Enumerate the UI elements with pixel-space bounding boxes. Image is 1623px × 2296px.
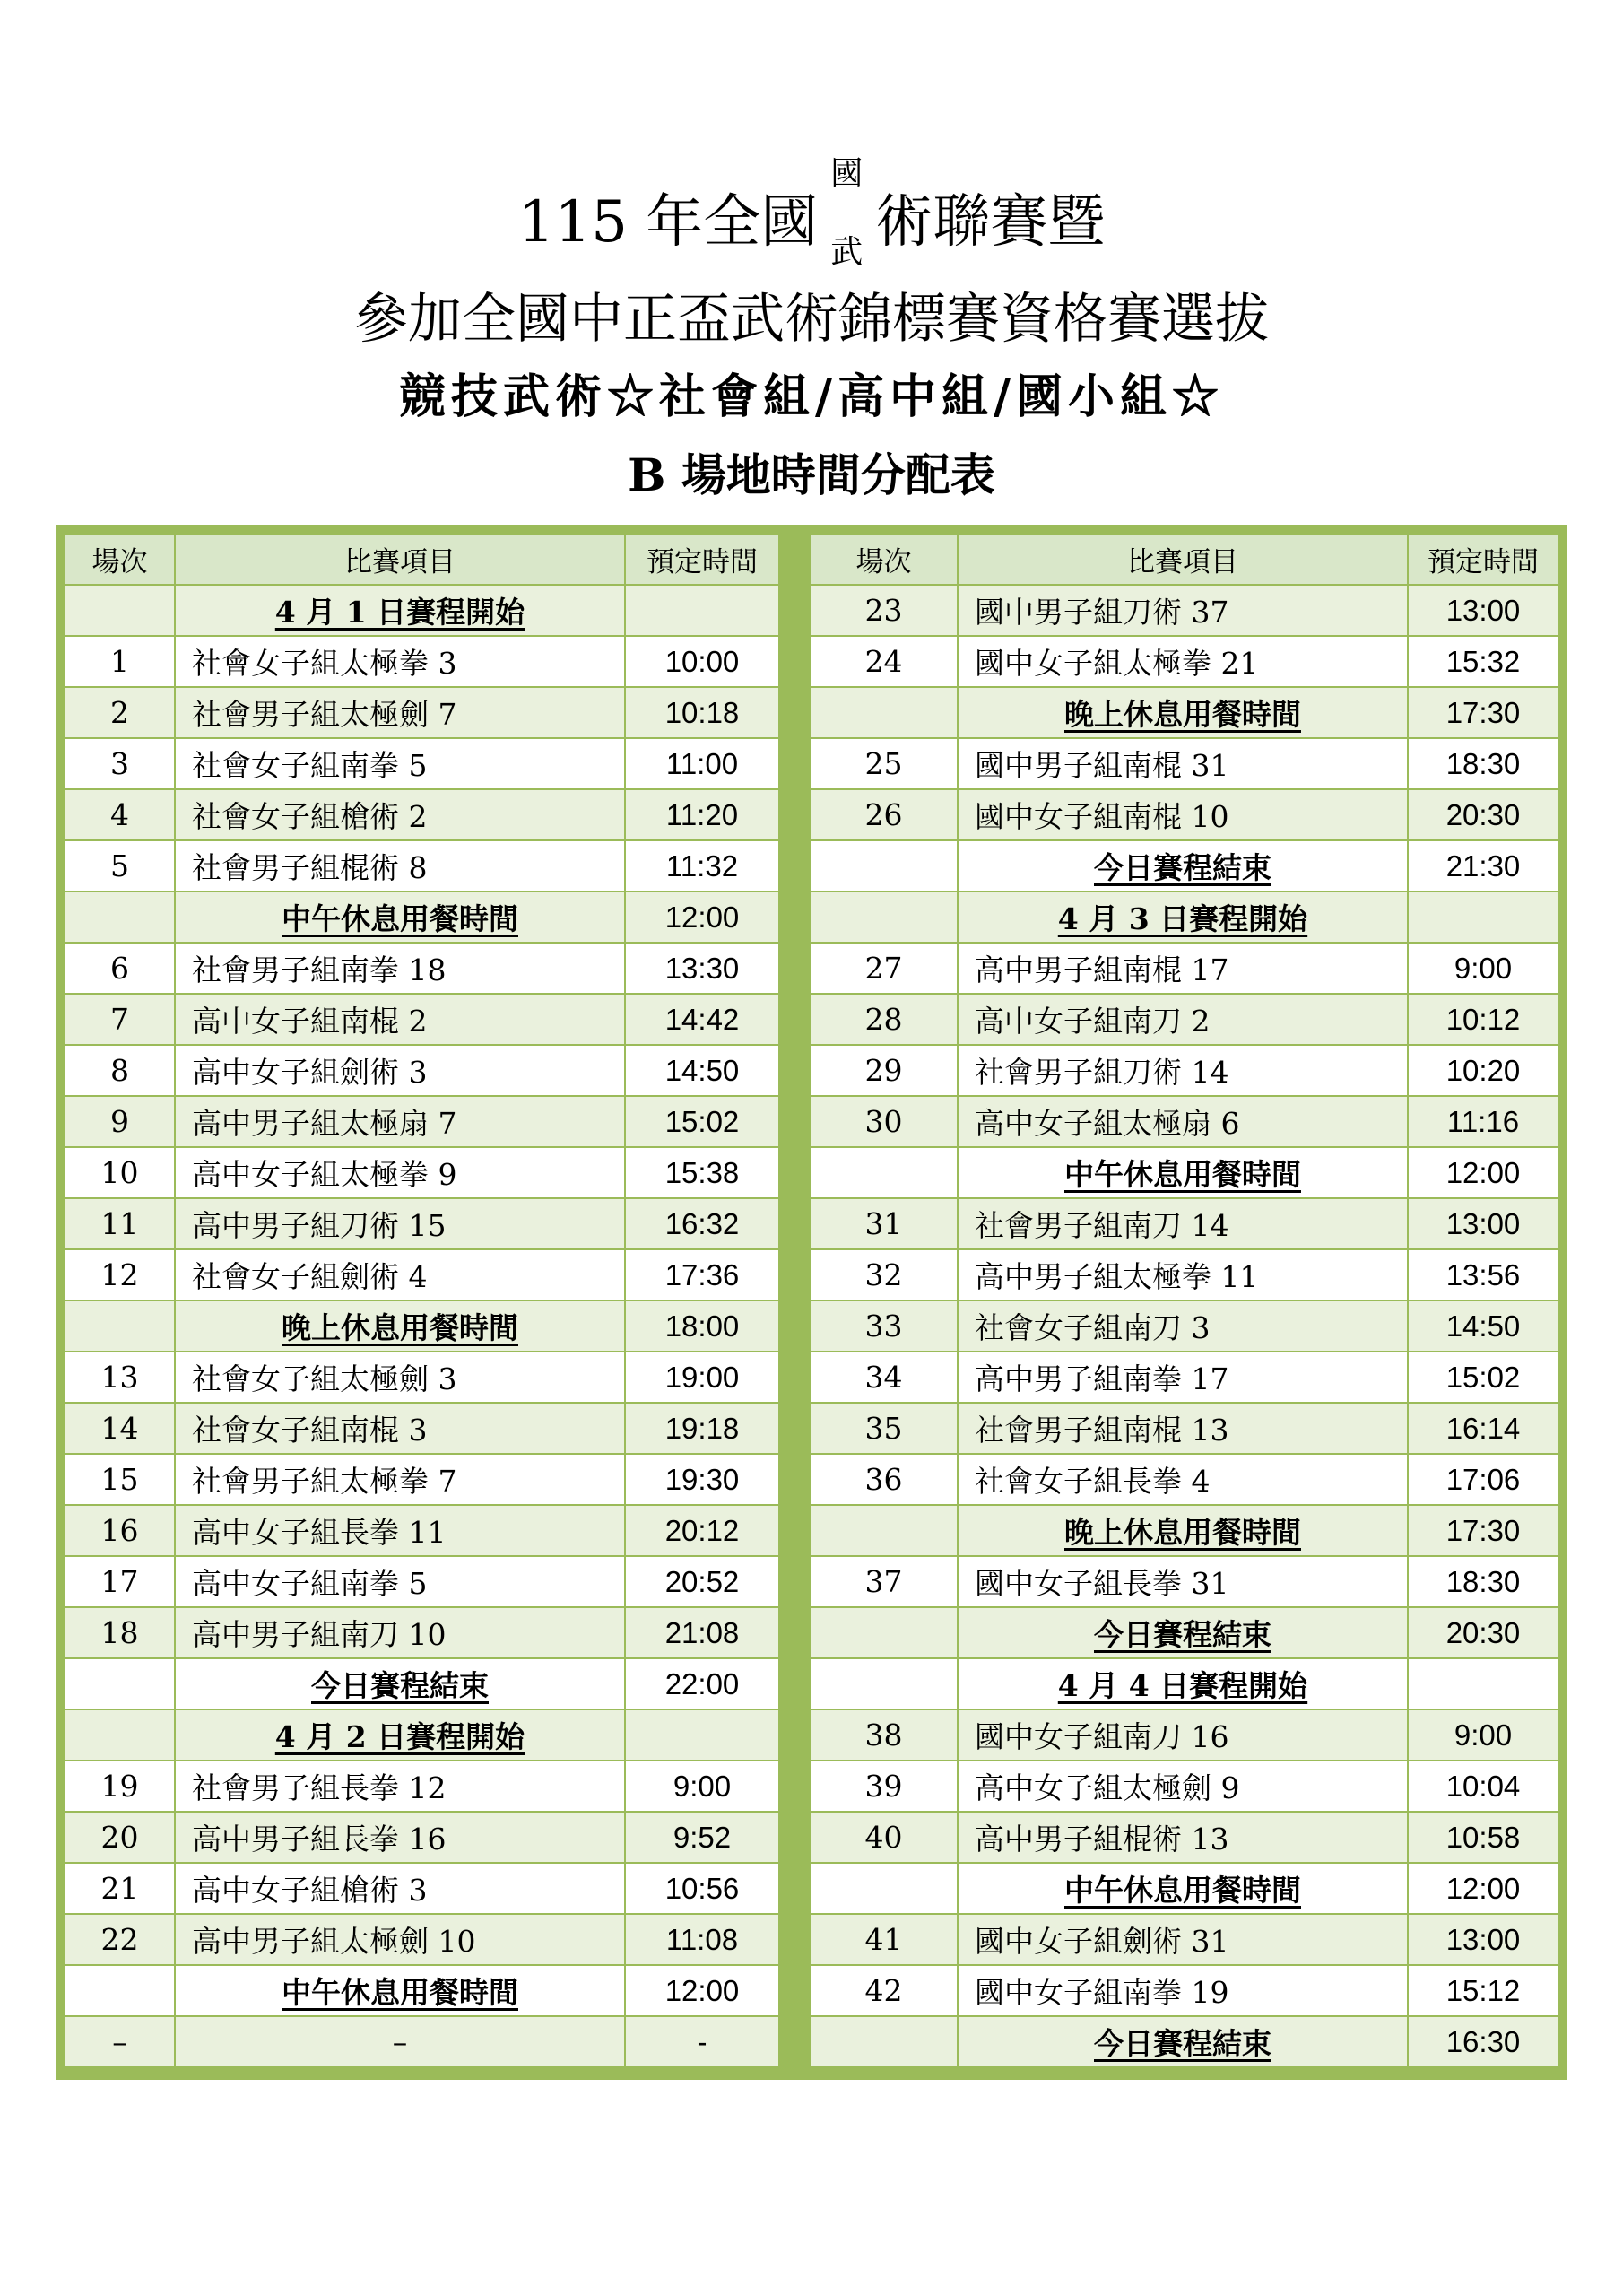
row-no xyxy=(65,891,175,943)
table-row xyxy=(65,1045,779,1096)
table-row xyxy=(810,1403,1558,1454)
row-time: 15:12 xyxy=(1408,1965,1558,2016)
table-row xyxy=(65,636,779,687)
row-time: 12:00 xyxy=(625,1965,779,2016)
row-no: 37 xyxy=(810,1556,958,1607)
row-marker: 晚上休息用餐時間 xyxy=(958,687,1408,738)
row-no: 5 xyxy=(65,840,175,891)
row-event: 社會男子組南刀 14 xyxy=(958,1198,1408,1249)
row-event: 高中女子組劍術 3 xyxy=(175,1045,625,1096)
row-event: 社會女子組槍術 2 xyxy=(175,789,625,840)
row-no: 21 xyxy=(65,1863,175,1914)
table-row xyxy=(65,1352,779,1403)
table-row xyxy=(65,1198,779,1249)
row-time: 18:00 xyxy=(625,1300,779,1352)
table-row xyxy=(65,687,779,738)
right-header-row xyxy=(810,534,1558,585)
row-marker: 中午休息用餐時間 xyxy=(175,1965,625,2016)
title-stacked-char xyxy=(818,155,875,271)
row-event: 國中男子組南棍 31 xyxy=(958,738,1408,789)
row-no xyxy=(810,1863,958,1914)
row-no: 7 xyxy=(65,994,175,1045)
row-no: 10 xyxy=(65,1147,175,1198)
row-marker: 今日賽程結束 xyxy=(958,2016,1408,2067)
row-time: 16:14 xyxy=(1408,1403,1558,1454)
row-no: 33 xyxy=(810,1300,958,1352)
table-row xyxy=(65,2016,779,2067)
row-no: 3 xyxy=(65,738,175,789)
row-event: 國中女子組南棍 10 xyxy=(958,789,1408,840)
row-no: 20 xyxy=(65,1812,175,1863)
row-event: 國中男子組刀術 37 xyxy=(958,585,1408,636)
row-event: 高中男子組太極劍 10 xyxy=(175,1914,625,1965)
row-time: 18:30 xyxy=(1408,1556,1558,1607)
schedule-marker-row xyxy=(810,687,1558,738)
row-no: 25 xyxy=(810,738,958,789)
title-line-1 xyxy=(0,155,1623,271)
row-time: 19:00 xyxy=(625,1352,779,1403)
row-time: 13:56 xyxy=(1408,1249,1558,1300)
row-no: 9 xyxy=(65,1096,175,1147)
row-event: 高中男子組太極扇 7 xyxy=(175,1096,625,1147)
row-time xyxy=(1408,1658,1558,1709)
row-marker: 中午休息用餐時間 xyxy=(958,1863,1408,1914)
table-row xyxy=(810,1709,1558,1761)
row-event: 高中女子組槍術 3 xyxy=(175,1863,625,1914)
row-no xyxy=(65,1658,175,1709)
row-time: 10:20 xyxy=(1408,1045,1558,1096)
row-time xyxy=(1408,891,1558,943)
row-event: 國中女子組南拳 19 xyxy=(958,1965,1408,2016)
row-time: 19:30 xyxy=(625,1454,779,1505)
schedule-table-left xyxy=(64,533,780,2068)
header-event: 比賽項目 xyxy=(175,534,625,585)
row-marker: 今日賽程結束 xyxy=(958,840,1408,891)
schedule-marker-row xyxy=(810,1658,1558,1709)
row-time: 9:00 xyxy=(625,1761,779,1812)
row-event: 國中女子組太極拳 21 xyxy=(958,636,1408,687)
row-no: 35 xyxy=(810,1403,958,1454)
header-event: 比賽項目 xyxy=(958,534,1408,585)
row-event: 社會女子組劍術 4 xyxy=(175,1249,625,1300)
row-event: 社會女子組太極拳 3 xyxy=(175,636,625,687)
row-time: 11:32 xyxy=(625,840,779,891)
row-marker: 中午休息用餐時間 xyxy=(958,1147,1408,1198)
row-no: 41 xyxy=(810,1914,958,1965)
schedule-marker-row xyxy=(65,891,779,943)
header-no: 場次 xyxy=(65,534,175,585)
row-no xyxy=(810,1147,958,1198)
title-stack-top: 國 xyxy=(830,155,864,192)
row-time: - xyxy=(625,2016,779,2067)
schedule-marker-row xyxy=(810,1147,1558,1198)
row-no: 26 xyxy=(810,789,958,840)
row-event: 社會女子組太極劍 3 xyxy=(175,1352,625,1403)
table-row xyxy=(65,1607,779,1658)
schedule-frame xyxy=(56,525,1567,2080)
title-suffix: 術聯賽暨 xyxy=(875,189,1106,256)
row-time: 20:30 xyxy=(1408,789,1558,840)
row-event: 社會男子組南拳 18 xyxy=(175,943,625,994)
row-time: 14:50 xyxy=(625,1045,779,1096)
schedule-marker-row xyxy=(810,1505,1558,1556)
row-event: 社會男子組棍術 8 xyxy=(175,840,625,891)
row-time: 13:00 xyxy=(1408,1914,1558,1965)
row-no: 16 xyxy=(65,1505,175,1556)
schedule-table-right xyxy=(809,533,1559,2068)
row-no: 34 xyxy=(810,1352,958,1403)
table-row xyxy=(65,1863,779,1914)
header-no: 場次 xyxy=(810,534,958,585)
row-no: 14 xyxy=(65,1403,175,1454)
title-stack-bottom: 武 xyxy=(830,234,864,271)
table-row xyxy=(65,789,779,840)
schedule-marker-row xyxy=(810,2016,1558,2067)
schedule-marker-row xyxy=(810,1863,1558,1914)
row-event: 高中女子組南刀 2 xyxy=(958,994,1408,1045)
row-no: 23 xyxy=(810,585,958,636)
row-no: 22 xyxy=(65,1914,175,1965)
row-time: 15:02 xyxy=(1408,1352,1558,1403)
table-row xyxy=(810,1761,1558,1812)
row-event: 國中女子組劍術 31 xyxy=(958,1914,1408,1965)
table-row xyxy=(810,738,1558,789)
table-row xyxy=(65,738,779,789)
row-time: 11:00 xyxy=(625,738,779,789)
left-header-row xyxy=(65,534,779,585)
row-time: 15:02 xyxy=(625,1096,779,1147)
table-row xyxy=(810,1965,1558,2016)
row-no: 8 xyxy=(65,1045,175,1096)
table-row xyxy=(810,1096,1558,1147)
row-no xyxy=(810,1505,958,1556)
table-row xyxy=(65,994,779,1045)
row-time: 17:30 xyxy=(1408,1505,1558,1556)
row-time: 21:30 xyxy=(1408,840,1558,891)
row-no xyxy=(65,585,175,636)
table-row xyxy=(65,1505,779,1556)
row-time xyxy=(625,585,779,636)
table-row xyxy=(65,1147,779,1198)
row-time: 20:12 xyxy=(625,1505,779,1556)
row-no: 17 xyxy=(65,1556,175,1607)
row-marker: 4 月 1 日賽程開始 xyxy=(175,585,625,636)
row-time: 17:30 xyxy=(1408,687,1558,738)
table-row xyxy=(810,1556,1558,1607)
row-no: 2 xyxy=(65,687,175,738)
row-marker: 晚上休息用餐時間 xyxy=(958,1505,1408,1556)
row-time: 10:04 xyxy=(1408,1761,1558,1812)
row-time: 11:08 xyxy=(625,1914,779,1965)
row-no: 13 xyxy=(65,1352,175,1403)
row-no xyxy=(810,687,958,738)
row-time: 17:06 xyxy=(1408,1454,1558,1505)
row-no: 30 xyxy=(810,1096,958,1147)
row-no xyxy=(810,891,958,943)
row-time: 12:00 xyxy=(1408,1863,1558,1914)
schedule-marker-row xyxy=(65,1965,779,2016)
row-no: 42 xyxy=(810,1965,958,2016)
row-time: 9:00 xyxy=(1408,943,1558,994)
row-no: 18 xyxy=(65,1607,175,1658)
table-row xyxy=(65,1249,779,1300)
schedule-marker-row xyxy=(810,840,1558,891)
row-time: 16:30 xyxy=(1408,2016,1558,2067)
row-no: 11 xyxy=(65,1198,175,1249)
table-row xyxy=(65,1096,779,1147)
table-row xyxy=(65,1914,779,1965)
row-time: 22:00 xyxy=(625,1658,779,1709)
row-event: 高中男子組刀術 15 xyxy=(175,1198,625,1249)
title-line-2: 參加全國中正盃武術錦標賽資格賽選拔 xyxy=(354,288,1269,351)
row-no xyxy=(65,1300,175,1352)
row-event: – xyxy=(175,2016,625,2067)
row-time: 21:08 xyxy=(625,1607,779,1658)
row-no xyxy=(810,1607,958,1658)
row-no xyxy=(810,2016,958,2067)
title-line-3: 競技武術☆社會組/高中組/國小組☆ xyxy=(399,370,1224,424)
row-no: 6 xyxy=(65,943,175,994)
row-event: 高中女子組南棍 2 xyxy=(175,994,625,1045)
row-time: 11:20 xyxy=(625,789,779,840)
row-event: 高中男子組南拳 17 xyxy=(958,1352,1408,1403)
row-time: 13:30 xyxy=(625,943,779,994)
row-time: 18:30 xyxy=(1408,738,1558,789)
row-time: 10:58 xyxy=(1408,1812,1558,1863)
row-no: 28 xyxy=(810,994,958,1045)
row-event: 社會女子組南棍 3 xyxy=(175,1403,625,1454)
table-row xyxy=(810,1914,1558,1965)
row-time: 12:00 xyxy=(1408,1147,1558,1198)
table-row xyxy=(65,1403,779,1454)
schedule-marker-row xyxy=(810,1607,1558,1658)
row-no: 31 xyxy=(810,1198,958,1249)
table-row xyxy=(810,1454,1558,1505)
row-no: 1 xyxy=(65,636,175,687)
row-time: 17:36 xyxy=(625,1249,779,1300)
row-time: 10:18 xyxy=(625,687,779,738)
row-event: 社會女子組南刀 3 xyxy=(958,1300,1408,1352)
row-time: 10:56 xyxy=(625,1863,779,1914)
row-time: 13:00 xyxy=(1408,1198,1558,1249)
row-event: 高中女子組太極劍 9 xyxy=(958,1761,1408,1812)
row-time: 9:00 xyxy=(1408,1709,1558,1761)
table-row xyxy=(810,1045,1558,1096)
table-row xyxy=(810,943,1558,994)
table-row xyxy=(65,1761,779,1812)
schedule-marker-row xyxy=(810,891,1558,943)
row-no: 19 xyxy=(65,1761,175,1812)
table-row xyxy=(810,1300,1558,1352)
row-marker: 今日賽程結束 xyxy=(175,1658,625,1709)
row-event: 社會女子組長拳 4 xyxy=(958,1454,1408,1505)
row-time xyxy=(625,1709,779,1761)
title-prefix: 115 年全國 xyxy=(517,189,819,256)
row-no: – xyxy=(65,2016,175,2067)
row-time: 20:30 xyxy=(1408,1607,1558,1658)
table-row xyxy=(65,1812,779,1863)
row-no: 39 xyxy=(810,1761,958,1812)
row-event: 高中男子組太極拳 11 xyxy=(958,1249,1408,1300)
row-marker: 中午休息用餐時間 xyxy=(175,891,625,943)
schedule-marker-row xyxy=(65,1300,779,1352)
row-no xyxy=(810,840,958,891)
row-event: 社會男子組刀術 14 xyxy=(958,1045,1408,1096)
row-no: 15 xyxy=(65,1454,175,1505)
schedule-marker-row xyxy=(65,585,779,636)
row-time: 10:00 xyxy=(625,636,779,687)
row-no: 29 xyxy=(810,1045,958,1096)
row-marker: 4 月 2 日賽程開始 xyxy=(175,1709,625,1761)
table-row xyxy=(65,1454,779,1505)
header-time: 預定時間 xyxy=(625,534,779,585)
row-marker: 晚上休息用餐時間 xyxy=(175,1300,625,1352)
row-no: 40 xyxy=(810,1812,958,1863)
row-no: 24 xyxy=(810,636,958,687)
schedule-marker-row xyxy=(65,1709,779,1761)
row-time: 11:16 xyxy=(1408,1096,1558,1147)
row-time: 19:18 xyxy=(625,1403,779,1454)
row-marker: 4 月 3 日賽程開始 xyxy=(958,891,1408,943)
row-event: 高中男子組棍術 13 xyxy=(958,1812,1408,1863)
schedule-marker-row xyxy=(65,1658,779,1709)
row-marker: 4 月 4 日賽程開始 xyxy=(958,1658,1408,1709)
row-no: 27 xyxy=(810,943,958,994)
row-event: 高中男子組南棍 17 xyxy=(958,943,1408,994)
row-no: 32 xyxy=(810,1249,958,1300)
row-event: 高中男子組長拳 16 xyxy=(175,1812,625,1863)
table-row xyxy=(810,789,1558,840)
row-no: 38 xyxy=(810,1709,958,1761)
table-row xyxy=(810,994,1558,1045)
row-time: 14:50 xyxy=(1408,1300,1558,1352)
row-time: 15:38 xyxy=(625,1147,779,1198)
row-time: 13:00 xyxy=(1408,585,1558,636)
row-event: 高中男子組南刀 10 xyxy=(175,1607,625,1658)
row-marker: 今日賽程結束 xyxy=(958,1607,1408,1658)
row-time: 20:52 xyxy=(625,1556,779,1607)
row-event: 社會男子組南棍 13 xyxy=(958,1403,1408,1454)
row-event: 國中女子組長拳 31 xyxy=(958,1556,1408,1607)
row-event: 高中女子組太極拳 9 xyxy=(175,1147,625,1198)
table-row xyxy=(810,1812,1558,1863)
row-no xyxy=(810,1658,958,1709)
row-event: 社會男子組太極拳 7 xyxy=(175,1454,625,1505)
table-row xyxy=(810,1352,1558,1403)
row-event: 社會男子組太極劍 7 xyxy=(175,687,625,738)
row-time: 9:52 xyxy=(625,1812,779,1863)
row-no xyxy=(65,1709,175,1761)
table-row xyxy=(810,585,1558,636)
row-time: 10:12 xyxy=(1408,994,1558,1045)
row-time: 15:32 xyxy=(1408,636,1558,687)
row-event: 國中女子組南刀 16 xyxy=(958,1709,1408,1761)
row-no: 36 xyxy=(810,1454,958,1505)
row-event: 高中女子組南拳 5 xyxy=(175,1556,625,1607)
row-no xyxy=(65,1965,175,2016)
row-time: 16:32 xyxy=(625,1198,779,1249)
row-no: 12 xyxy=(65,1249,175,1300)
table-row xyxy=(810,636,1558,687)
header-time: 預定時間 xyxy=(1408,534,1558,585)
row-event: 高中女子組長拳 11 xyxy=(175,1505,625,1556)
table-row xyxy=(65,1556,779,1607)
table-row xyxy=(65,943,779,994)
row-time: 14:42 xyxy=(625,994,779,1045)
row-event: 高中女子組太極扇 6 xyxy=(958,1096,1408,1147)
table-row xyxy=(810,1249,1558,1300)
row-event: 社會男子組長拳 12 xyxy=(175,1761,625,1812)
row-event: 社會女子組南拳 5 xyxy=(175,738,625,789)
title-line-4: B 場地時間分配表 xyxy=(628,448,995,501)
table-row xyxy=(810,1198,1558,1249)
table-row xyxy=(65,840,779,891)
row-time: 12:00 xyxy=(625,891,779,943)
row-no: 4 xyxy=(65,789,175,840)
